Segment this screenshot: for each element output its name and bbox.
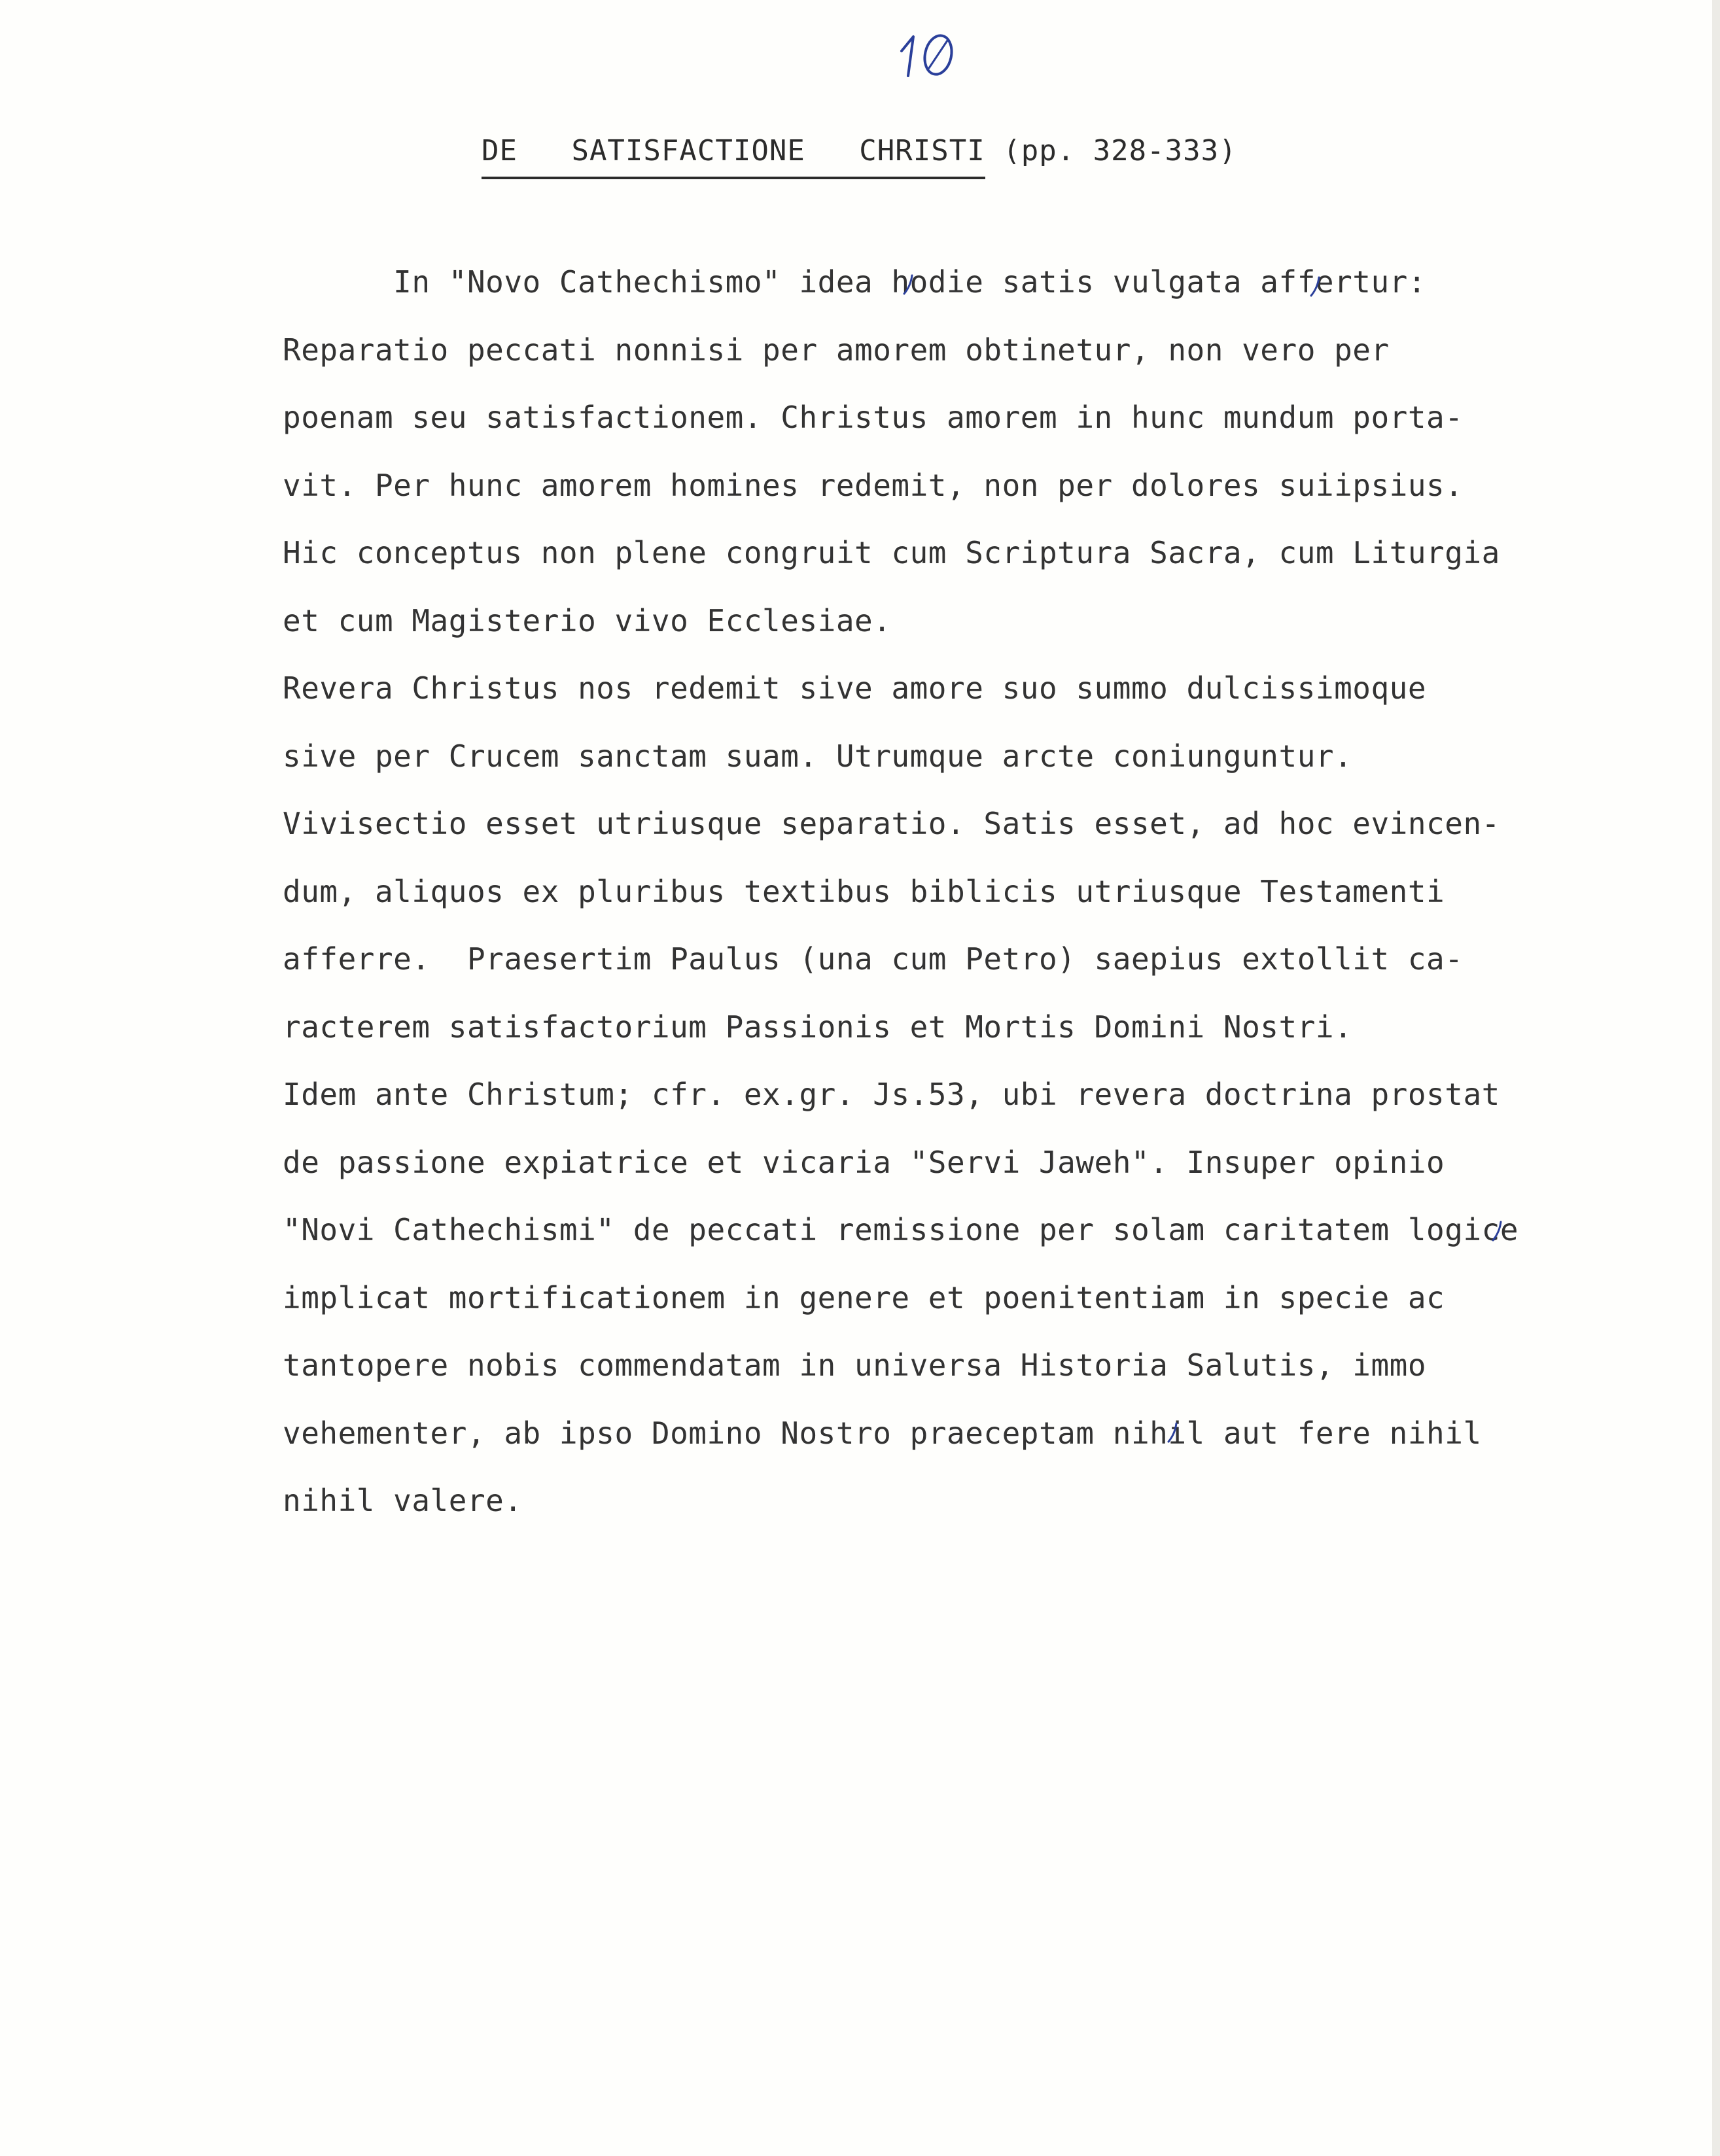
text-line: nihil valere. (283, 1483, 523, 1518)
text-line: vit. Per hunc amorem homines redemit, non per dolores suiipsius. (283, 467, 1464, 503)
text-line: poenam seu satisfactionem. Christus amorem in hunc mundum porta- (283, 400, 1464, 435)
text-line: In "Novo Cathechismo" idea hodie satis vulgata affertur: (283, 264, 1427, 300)
pen-comma-icon (902, 271, 917, 298)
text-line: Idem ante Christum; cfr. ex.gr. Js.53, ubi revera doctrina prostat (283, 1077, 1500, 1112)
text-line: implicat mortificationem in genere et poenitentiam in specie ac (283, 1279, 1445, 1315)
text-line: vehementer, ab ipso Domino Nostro praeceptam nihil aut fere nihil (283, 1415, 1482, 1451)
body-text (283, 249, 1683, 1535)
text-line: et cum Magisterio vivo Ecclesiae. (283, 602, 892, 638)
title-page-range: (pp. 328-333) (985, 134, 1237, 167)
text-line: Vivisectio esset utriusque separatio. Satis esset, ad hoc evincen- (283, 806, 1500, 841)
pen-comma-icon (1166, 1419, 1182, 1446)
document-title (482, 134, 1237, 179)
text-line: afferre. Praesertim Paulus (una cum Petro) saepius extollit ca- (283, 941, 1464, 977)
text-line: de passione expiatrice et vicaria "Servi Jaweh". Insuper opinio (283, 1144, 1445, 1180)
pen-comma-icon (1490, 1218, 1506, 1244)
text-line: Reparatio peccati nonnisi per amorem obtinetur, non vero per (283, 332, 1390, 368)
text-line: Hic conceptus non plene congruit cum Scriptura Sacra, cum Liturgia (283, 535, 1500, 570)
text-line: racterem satisfactorium Passionis et Mortis Domini Nostri. (283, 1009, 1353, 1045)
handwritten-page-number-icon (895, 27, 960, 80)
paper-edge (1712, 0, 1720, 2156)
text-line: Revera Christus nos redemit sive amore suo summo dulcissimoque (283, 670, 1427, 706)
text-line: "Novi Cathechismi" de peccati remissione per solam caritatem logice (283, 1212, 1519, 1247)
title-main: DE SATISFACTIONE CHRISTI (482, 134, 985, 179)
text-line: sive per Crucem sanctam suam. Utrumque arcte coniunguntur. (283, 738, 1353, 774)
text-line: dum, aliquos ex pluribus textibus biblicis utriusque Testamenti (283, 873, 1445, 909)
text-line: tantopere nobis commendatam in universa Historia Salutis, immo (283, 1348, 1427, 1383)
pen-comma-icon (1308, 273, 1324, 300)
